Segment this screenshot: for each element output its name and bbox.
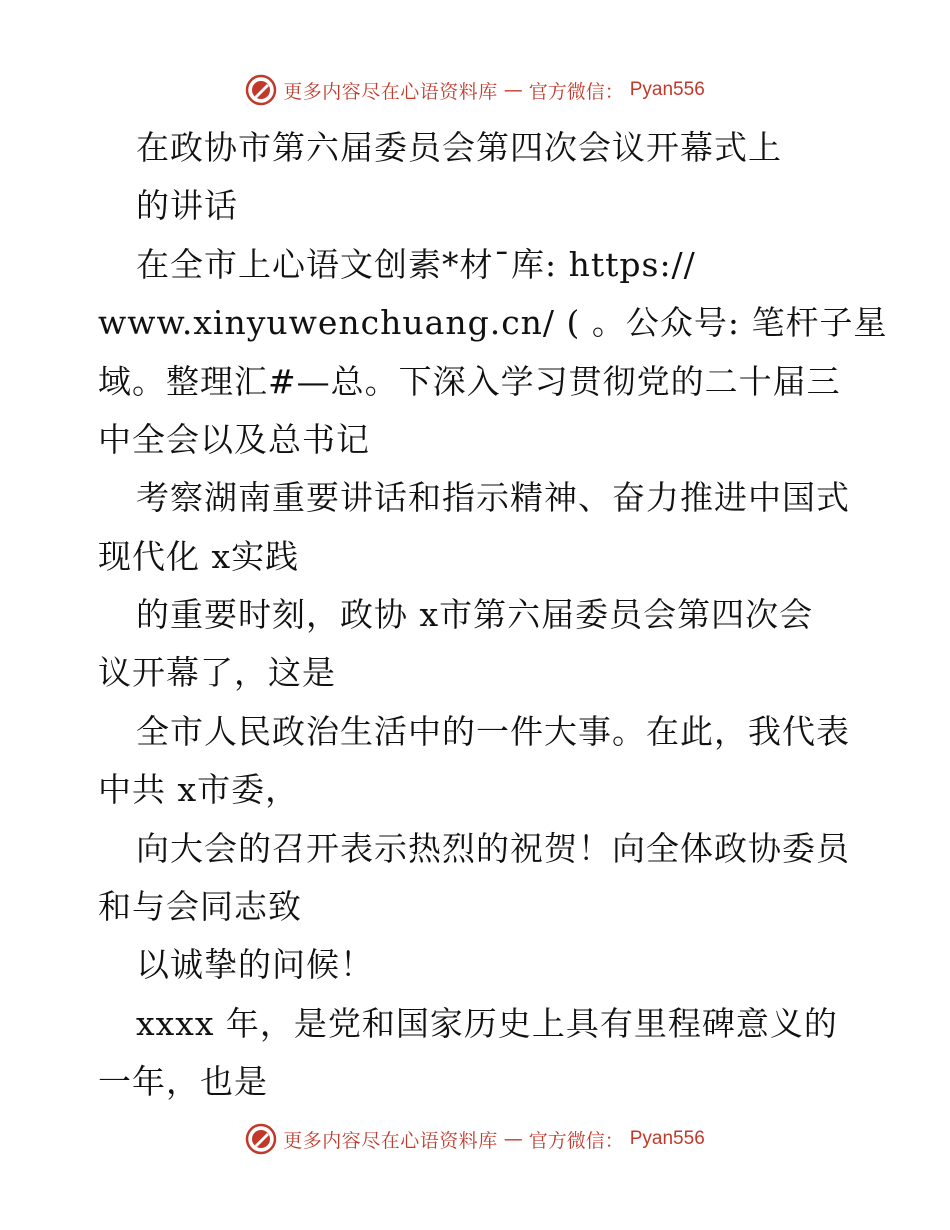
doc-text-line: 议开幕了，这是: [98, 653, 336, 692]
watermark-site-text: 更多内容尽在心语资料库: [283, 1129, 498, 1152]
doc-text-line: 中共 x市委，: [98, 770, 300, 809]
watermark-site-text: 更多内容尽在心语资料库: [283, 80, 498, 103]
doc-text-line: xxxx 年，是党和国家历史上具有里程碑意义的: [136, 1004, 838, 1043]
doc-text-line: 的重要时刻，政协 x市第六届委员会第四次会: [136, 595, 814, 634]
doc-text-line: 在全市上心语文创素*材¯库: https://: [136, 245, 696, 284]
doc-text-line: 中全会以及总书记: [98, 420, 370, 459]
doc-title-line-2: 的讲话: [136, 186, 238, 225]
watermark-wechat-label: 官方微信：: [528, 80, 624, 103]
watermark-wechat-id: Pyan556: [629, 1128, 705, 1149]
doc-text-line: 和与会同志致: [98, 887, 302, 926]
watermark-wechat-label: 官方微信：: [528, 1129, 624, 1152]
doc-text-line: 现代化 x实践: [98, 537, 300, 576]
footer-watermark: [0, 1121, 950, 1157]
pen-logo-icon: [245, 1123, 277, 1155]
watermark-wechat-id: Pyan556: [629, 79, 705, 100]
header-watermark: [0, 72, 950, 108]
doc-text-line: 以诚挚的问候！: [136, 945, 374, 984]
doc-title-line-1: 在政协市第六届委员会第四次会议开幕式上: [136, 128, 782, 167]
pen-logo-icon: [245, 74, 277, 106]
doc-text-line: 向大会的召开表示热烈的祝贺！向全体政协委员: [136, 829, 850, 868]
doc-text-line: 考察湖南重要讲话和指示精神、奋力推进中国式: [136, 478, 850, 517]
doc-text-line: www.xinyuwenchuang.cn/ ( 。公众号: 笔杆子星: [98, 303, 888, 342]
doc-text-line: 一年，也是: [98, 1062, 268, 1101]
watermark-dash: —: [503, 79, 523, 101]
watermark-dash: —: [503, 1128, 523, 1150]
doc-text-line: 全市人民政治生活中的一件大事。在此，我代表: [136, 712, 850, 751]
doc-text-line: 域。整理汇#—总。下深入学习贯彻党的二十届三: [98, 362, 841, 401]
